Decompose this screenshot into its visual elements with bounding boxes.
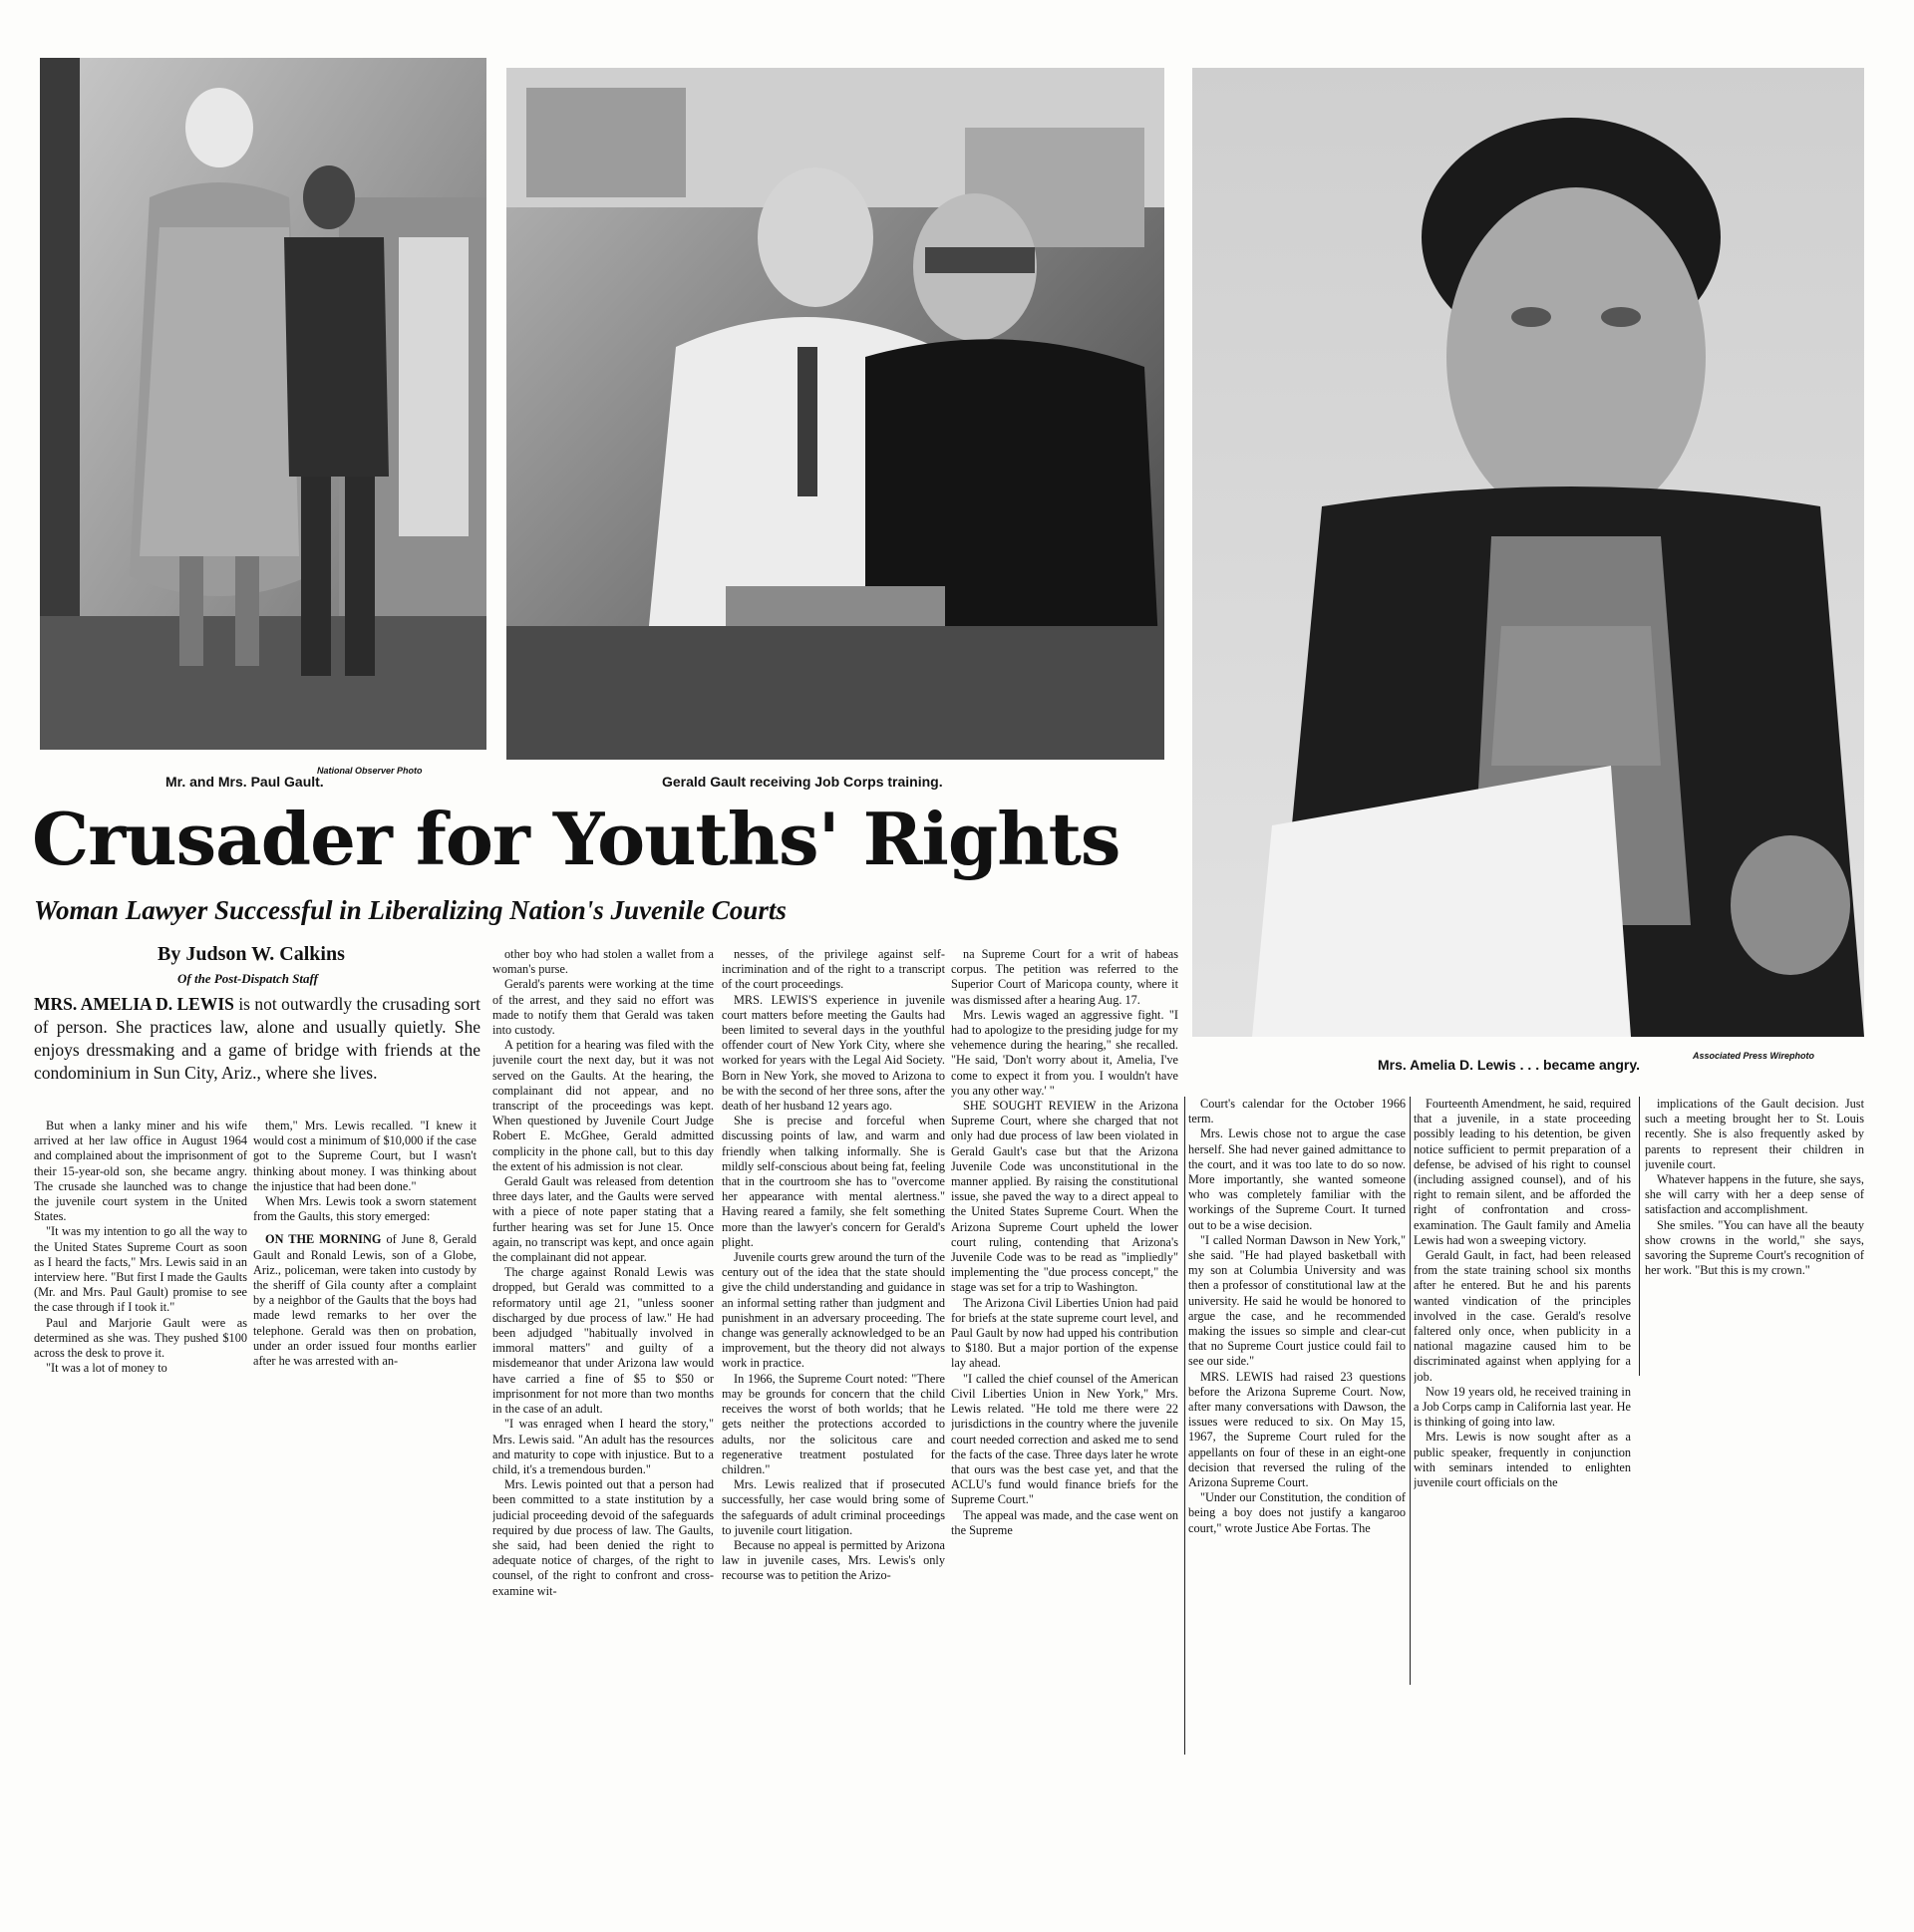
paragraph: Gerald Gault, in fact, had been released from the state training school six months after he entered. But he and his parents wanted vindication of the principles involved in the case. Gerald's resolve faltered only once, when publicity in a national magazine caused him to be discriminated against when applying for a job. [1414,1248,1631,1384]
paragraph: "I called the chief counsel of the American Civil Liberties Union in New York," Mrs. Lewis related. "He told me there were 22 jurisdictions in the country where the juvenile court needed correction and asked me to send the facts of the case. Three days later he wrote that ours was the best case yet, and that the ACLU's fund would finance briefs for the Supreme Court." [951,1371,1178,1507]
article-column-6 [1188,1097,1406,1755]
paragraph: nesses, of the privilege against self-incrimination and of the right to a transcript of the court proceedings. [722,947,945,992]
paragraph: "I was enraged when I heard the story," Mrs. Lewis said. "An adult has the resources and maturity to cope with injustice. But to a child, it's a tremendous burden." [492,1417,714,1476]
article-column-1 [34,1119,247,1517]
photo-caption: Mrs. Amelia D. Lewis . . . became angry. [1378,1057,1640,1073]
paragraph: "It was a lot of money to [46,1361,167,1376]
paragraph: "I called Norman Dawson in New York," she said. "He had played basketball with my son at Columbia University and was then a professor of constitutional law at the university. He said he would be honored to argue the case, and he recommended making the issues so simple and clear-cut that no Supreme Court justice could fail to see our side." [1188,1232,1406,1369]
paragraph: Whatever happens in the future, she says, she will carry with her a deep sense of satisfaction and accomplishment. [1645,1172,1864,1217]
paragraph: She is precise and forceful when discussing points of law, and warm and friendly when talking informally. She is mildly self-conscious about being fat, feeling that in the courtroom she has to "overcome her appearance with mental alertness." Having reared a family, she felt something more than the lawyer's concern for Gerald's plight. [722,1114,945,1249]
article-column-3 [492,947,714,1929]
paragraph: other boy who had stolen a wallet from a woman's purse. [492,947,714,977]
paragraph: them," Mrs. Lewis recalled. "I knew it would cost a minimum of $10,000 if the case got to the Supreme Court, but I wasn't thinking about money. I was thinking about the injustice that had been done." [253,1119,477,1193]
lede-lead-in: MRS. AMELIA D. LEWIS [34,994,234,1014]
photo-amelia-lewis [1192,68,1864,1037]
article-column-4 [722,947,945,1929]
photo-gerald-gault [506,68,1164,760]
paragraph: MRS. LEWIS'S experience in juvenile court matters before meeting the Gaults had been limited to several days in the youthful offender court of New York City, where she worked for years with the Legal Aid Society. Born in New York, she moved to Arizona to be with the second of her three sons, after the death of her husband 12 years ago. [722,992,945,1114]
paragraph: na Supreme Court for a writ of habeas corpus. The petition was referred to the Superior Court of Maricopa county, where it was dismissed after a hearing Aug. 17. [951,947,1178,1007]
column-divider [1184,1097,1185,1755]
paragraph [253,1232,477,1369]
column-divider [1639,1097,1640,1376]
paragraph: Mrs. Lewis is now sought after as a public speaker, frequently in conjunction with seminars intended to enlighten juvenile court officials on the [1414,1430,1631,1490]
photo-caption: Mr. and Mrs. Paul Gault. [165,774,324,790]
paragraph: The charge against Ronald Lewis was dropped, but Gerald was committed to a reformatory until age 21, "unless sooner discharged by due process of law." He had been adjudged "habitually involved in immoral matters" and guilty of a misdemeanor that under Arizona law would have carried a fine of $5 to $50 or imprisonment for not more than two months in the case of an adult. [492,1265,714,1417]
paragraph: Mrs. Lewis waged an aggressive fight. "I had to apologize to the presiding judge for my vehemence during the hearing," she recalled. "He said, 'Don't worry about it, Amelia, I've come to expect it from you. I wouldn't have you any other way.' " [951,1007,1178,1098]
article-column-8 [1645,1097,1864,1376]
lede-paragraph [34,993,480,1085]
column-divider [1410,1097,1411,1685]
paragraph: The appeal was made, and the case went on the Supreme [951,1507,1178,1537]
paragraph: "It was my intention to go all the way to the United States Supreme Court as soon as I heard the facts," Mrs. Lewis said in an interview here. "But first I made the Gaults (Mr. and Mrs. Paul Gault) promise to see the case through if I took it." [34,1224,247,1315]
paragraph: A petition for a hearing was filed with the juvenile court the next day, but it was not served on the Gaults. At the hearing, the complainant did not appear, and no transcript of the proceedings was kept. When questioned by Juvenile Court Judge Robert E. McGhee, Gerald admitted complicity in the phone call, but to this day the extent of his admission is not clear. [492,1038,714,1173]
lede-text: is not outwardly the crusading sort of person. She practices law, alone and usually quietly. She enjoys dressmaking and a game of bridge with friends at the condominium in Sun City, Ariz., where she lives. [34,994,480,1083]
paragraph: MRS. LEWIS had raised 23 questions before the Arizona Supreme Court. Now, after many conversations with Dawson, the issues were reduced to six. On May 15, 1967, the Supreme Court ruled for the appellants on four of these in an eight-one decision that reversed the ruling of the Arizona Supreme Court. [1188,1369,1406,1490]
section-lead-in: ON THE MORNING [265,1232,382,1247]
byline-affiliation: Of the Post-Dispatch Staff [177,971,318,986]
paragraph: When Mrs. Lewis took a sworn statement from the Gaults, this story emerged: [253,1194,477,1224]
headline: Crusader for Youths' Rights [32,797,1120,881]
byline: By Judson W. Calkins [158,943,345,965]
paragraph: But when a lanky miner and his wife arrived at her law office in August 1964 and complained about the imprisonment of their 15-year-old son, she became angry. The crusade she launched was to change the juvenile court system in the United States. [34,1119,247,1224]
paragraph: "Under our Constitution, the condition of being a boy does not justify a kangaroo court," wrote Justice Abe Fortas. The [1188,1490,1406,1535]
paragraph: Mrs. Lewis pointed out that a person had been committed to a state institution by a judicial proceeding devoid of the safeguards required by due process of law. The Gaults, she said, had been denied the right to adequate notice of charges, of the right to counsel, of the right to confront and cross-examine wit- [492,1477,714,1598]
paragraph: Court's calendar for the October 1966 term. [1188,1097,1406,1127]
paragraph: Now 19 years old, he received training in a Job Corps camp in California last year. He is thinking of going into law. [1414,1384,1631,1430]
paragraph: Juvenile courts grew around the turn of the century out of the idea that the state should give the child understanding and guidance in an informal setting rather than judgment and punishment in an adversary proceeding. The change was generally acknowledged to be an improvement, but the theory did not always work in practice. [722,1250,945,1371]
article-column-7 [1414,1097,1631,1680]
article-column-2 [253,1119,477,1517]
photo-gault-parents [40,58,486,750]
paragraph: Because no appeal is permitted by Arizona law in juvenile cases, Mrs. Lewis's only recourse was to petition the Arizo- [722,1537,945,1583]
paragraph: Mrs. Lewis realized that if prosecuted successfully, her case would bring some of the safeguards of adult criminal proceedings to juvenile court litigation. [722,1477,945,1537]
paragraph: Paul and Marjorie Gault were as determined as she was. They pushed $100 across the desk to prove it. [34,1315,247,1361]
paragraph: The Arizona Civil Liberties Union had paid for briefs at the state supreme court level, and Paul Gault by now had upped his contribution to $180. But a major portion of the expense lay ahead. [951,1295,1178,1371]
paragraph: Gerald Gault was released from detention three days later, and the Gaults were served with a piece of note paper stating that a further hearing was set for June 15. Once again, no transcript was kept, and once again the complainant did not appear. [492,1174,714,1265]
paragraph-text: of June 8, Gerald Gault and Ronald Lewis, son of a Globe, Ariz., policeman, were taken into custody by the sheriff of Gila county after a complaint by a neighbor of the Gaults that the boys had made lewd remarks to her over the telephone. Gerald was then on probation, under an order issued four months earlier after he was arrested with an- [253,1232,477,1369]
paragraph: Mrs. Lewis chose not to argue the case herself. She had never gained admittance to the court, and it was too late to do so now. More importantly, she wanted someone who was completely familiar with the workings of the Supreme Court. It turned out to be a wise decision. [1188,1127,1406,1232]
paragraph: Fourteenth Amendment, he said, required that a juvenile, in a state proceeding possibly leading to his detention, be given notice sufficient to permit preparation of a defense, be advised of his right to counsel (including assigned counsel), and of his right to remain silent, and be afforded the right of confrontation and cross-examination. The Gault family and Amelia Lewis had won a sweeping victory. [1414,1097,1631,1247]
paragraph: Gerald's parents were working at the time of the arrest, and they said no effort was made to notify them that Gerald was taken into custody. [492,977,714,1038]
article-column-5 [951,947,1178,1909]
paragraph: In 1966, the Supreme Court noted: "There may be grounds for concern that the child receives the worst of both worlds; that he gets neither the protections accorded to adults, nor the solicitous care and regenerative treatment postulated for children." [722,1371,945,1476]
subheadline: Woman Lawyer Successful in Liberalizing Nation's Juvenile Courts [34,895,787,925]
paragraph: She smiles. "You can have all the beauty show crowns in the world," she says, savoring the Supreme Court's recognition of her work. "But this is my crown." [1645,1217,1864,1278]
photo-credit: National Observer Photo [317,766,423,776]
paragraph: SHE SOUGHT REVIEW in the Arizona Supreme Court, where she charged that not only had due process of law been violated in Gerald Gault's case but that the Arizona Juvenile Code was unconstitutional in the manner applied. By raising the constitutional issue, she paved the way to a direct appeal to the United States Supreme Court. When the Arizona Supreme Court upheld the lower court ruling, contending that Arizona's Juvenile Code was to be read as "impliedly" implementing the "due process concept," the stage was set for a trip to Washington. [951,1099,1178,1295]
photo-credit: Associated Press Wirephoto [1693,1051,1814,1061]
photo-caption: Gerald Gault receiving Job Corps training. [662,774,943,790]
paragraph: implications of the Gault decision. Just such a meeting brought her to St. Louis recently. She is also frequently asked by parents to represent their children in juvenile court. [1645,1097,1864,1171]
